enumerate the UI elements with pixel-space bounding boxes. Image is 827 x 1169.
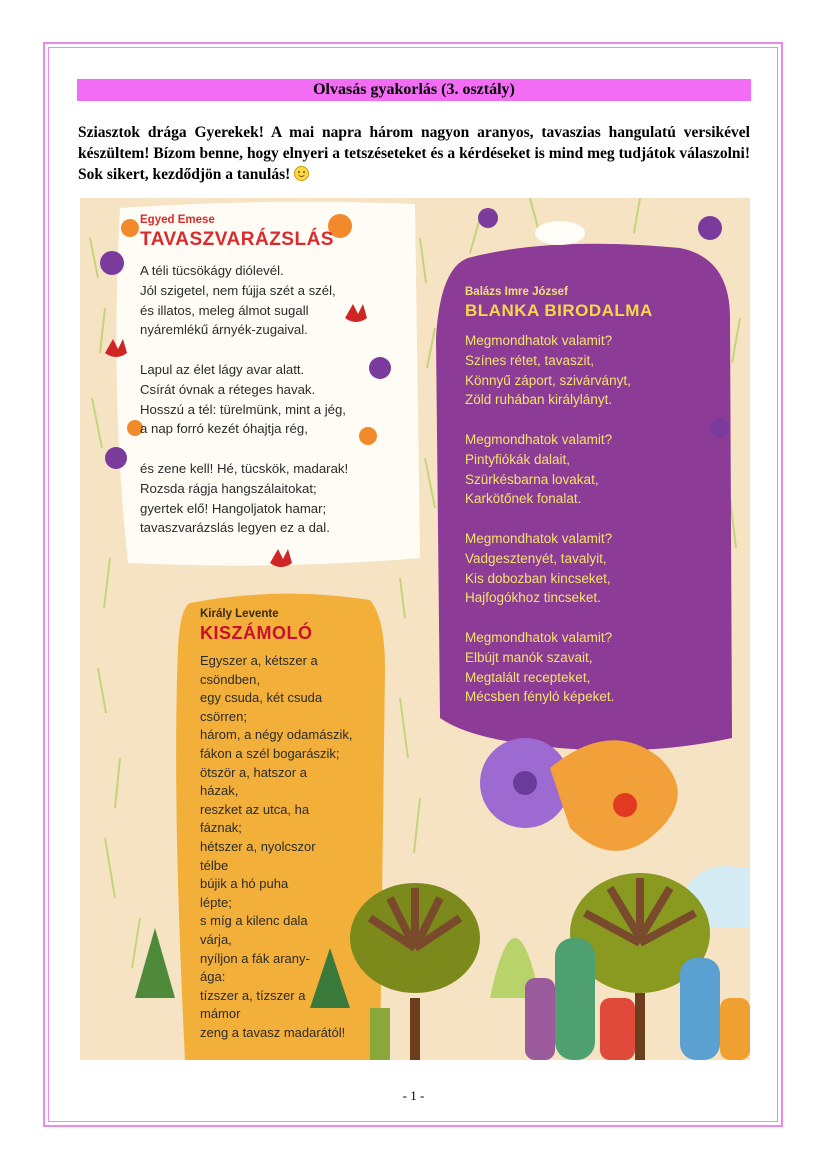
poem-blanka-birodalma [465, 286, 710, 707]
poem-text: Megmondhatok valamit? Színes rétet, tavaszit, Könnyű záport, szivárványt, Zöld ruhában királylányt. Megmondhatok valamit? Pintyfiókák dalait, Szürkésbarna lovakat, Karkötőnek fonalat. Megmondhatok valamit? Vadgesztenyét, tavalyit, Kis dobozban kincseket, Hajfogókhoz tincseket. Megmondhatok valamit? Elbújt manók szavait, Megtalált recepteket, Mécsben fényló képeket. [465, 333, 631, 705]
poem-title: TAVASZVARÁZSLÁS [140, 229, 334, 250]
poem-author: Egyed Emese [140, 214, 215, 226]
poster-illustration [80, 198, 750, 1060]
poem-author: Balázs Imre József [465, 286, 568, 298]
smiley-icon [294, 166, 309, 181]
page-number: - 1 - [402, 1088, 425, 1103]
intro-text: Sziasztok drága Gyerekek! A mai napra három nagyon aranyos, tavaszias hangulatú versikével készültem! Bízom benne, hogy elnyeri a tetszéseteket és a kérdéseket is mind meg tudjátok válaszolni! Sok sikert, kezdődjön a tanulás! [78, 124, 750, 183]
poem-author: Király Levente [200, 608, 279, 620]
poem-tavaszvarazslas [140, 214, 410, 538]
poem-title: KISZÁMOLÓ [200, 623, 313, 643]
poem-title: BLANKA BIRODALMA [465, 301, 653, 320]
intro-paragraph [78, 122, 750, 185]
page-title: Olvasás gyakorlás (3. osztály) [77, 79, 751, 101]
poem-kiszamolo [200, 608, 380, 1042]
poem-text: A téli tücsökágy diólevél. Jól szigetel, nem fújja szét a szél, és illatos, meleg álmot sugall nyáremlékű árnyék-zugaival. Lapul az élet lágy avar alatt. Csírát óvnak a réteges havak. Hosszú a tél: türelmünk, mint a jég, a nap forró kezét óhajtja rég, és zene kell! Hé, tücskök, madarak! Rozsda rágja hangszálaitokat; gyertek elő! Hangoljatok hamar; tavaszvarázslás legyen ez a dal. [140, 263, 349, 536]
poem-text: Egyszer a, kétszer a csöndben, egy csuda, két csuda csörren; három, a négy odamászik, fákon a szél bogarászik; ötször a, hatszor a házak, reszket az utca, ha fáznak; hétszer a, nyolcszor télbe bújik a hó puha lépte; s míg a kilenc dala várja, nyíljon a fák arany- ága: tízszer a, tízszer a mámor zeng a tavasz madarától! [200, 653, 353, 1040]
